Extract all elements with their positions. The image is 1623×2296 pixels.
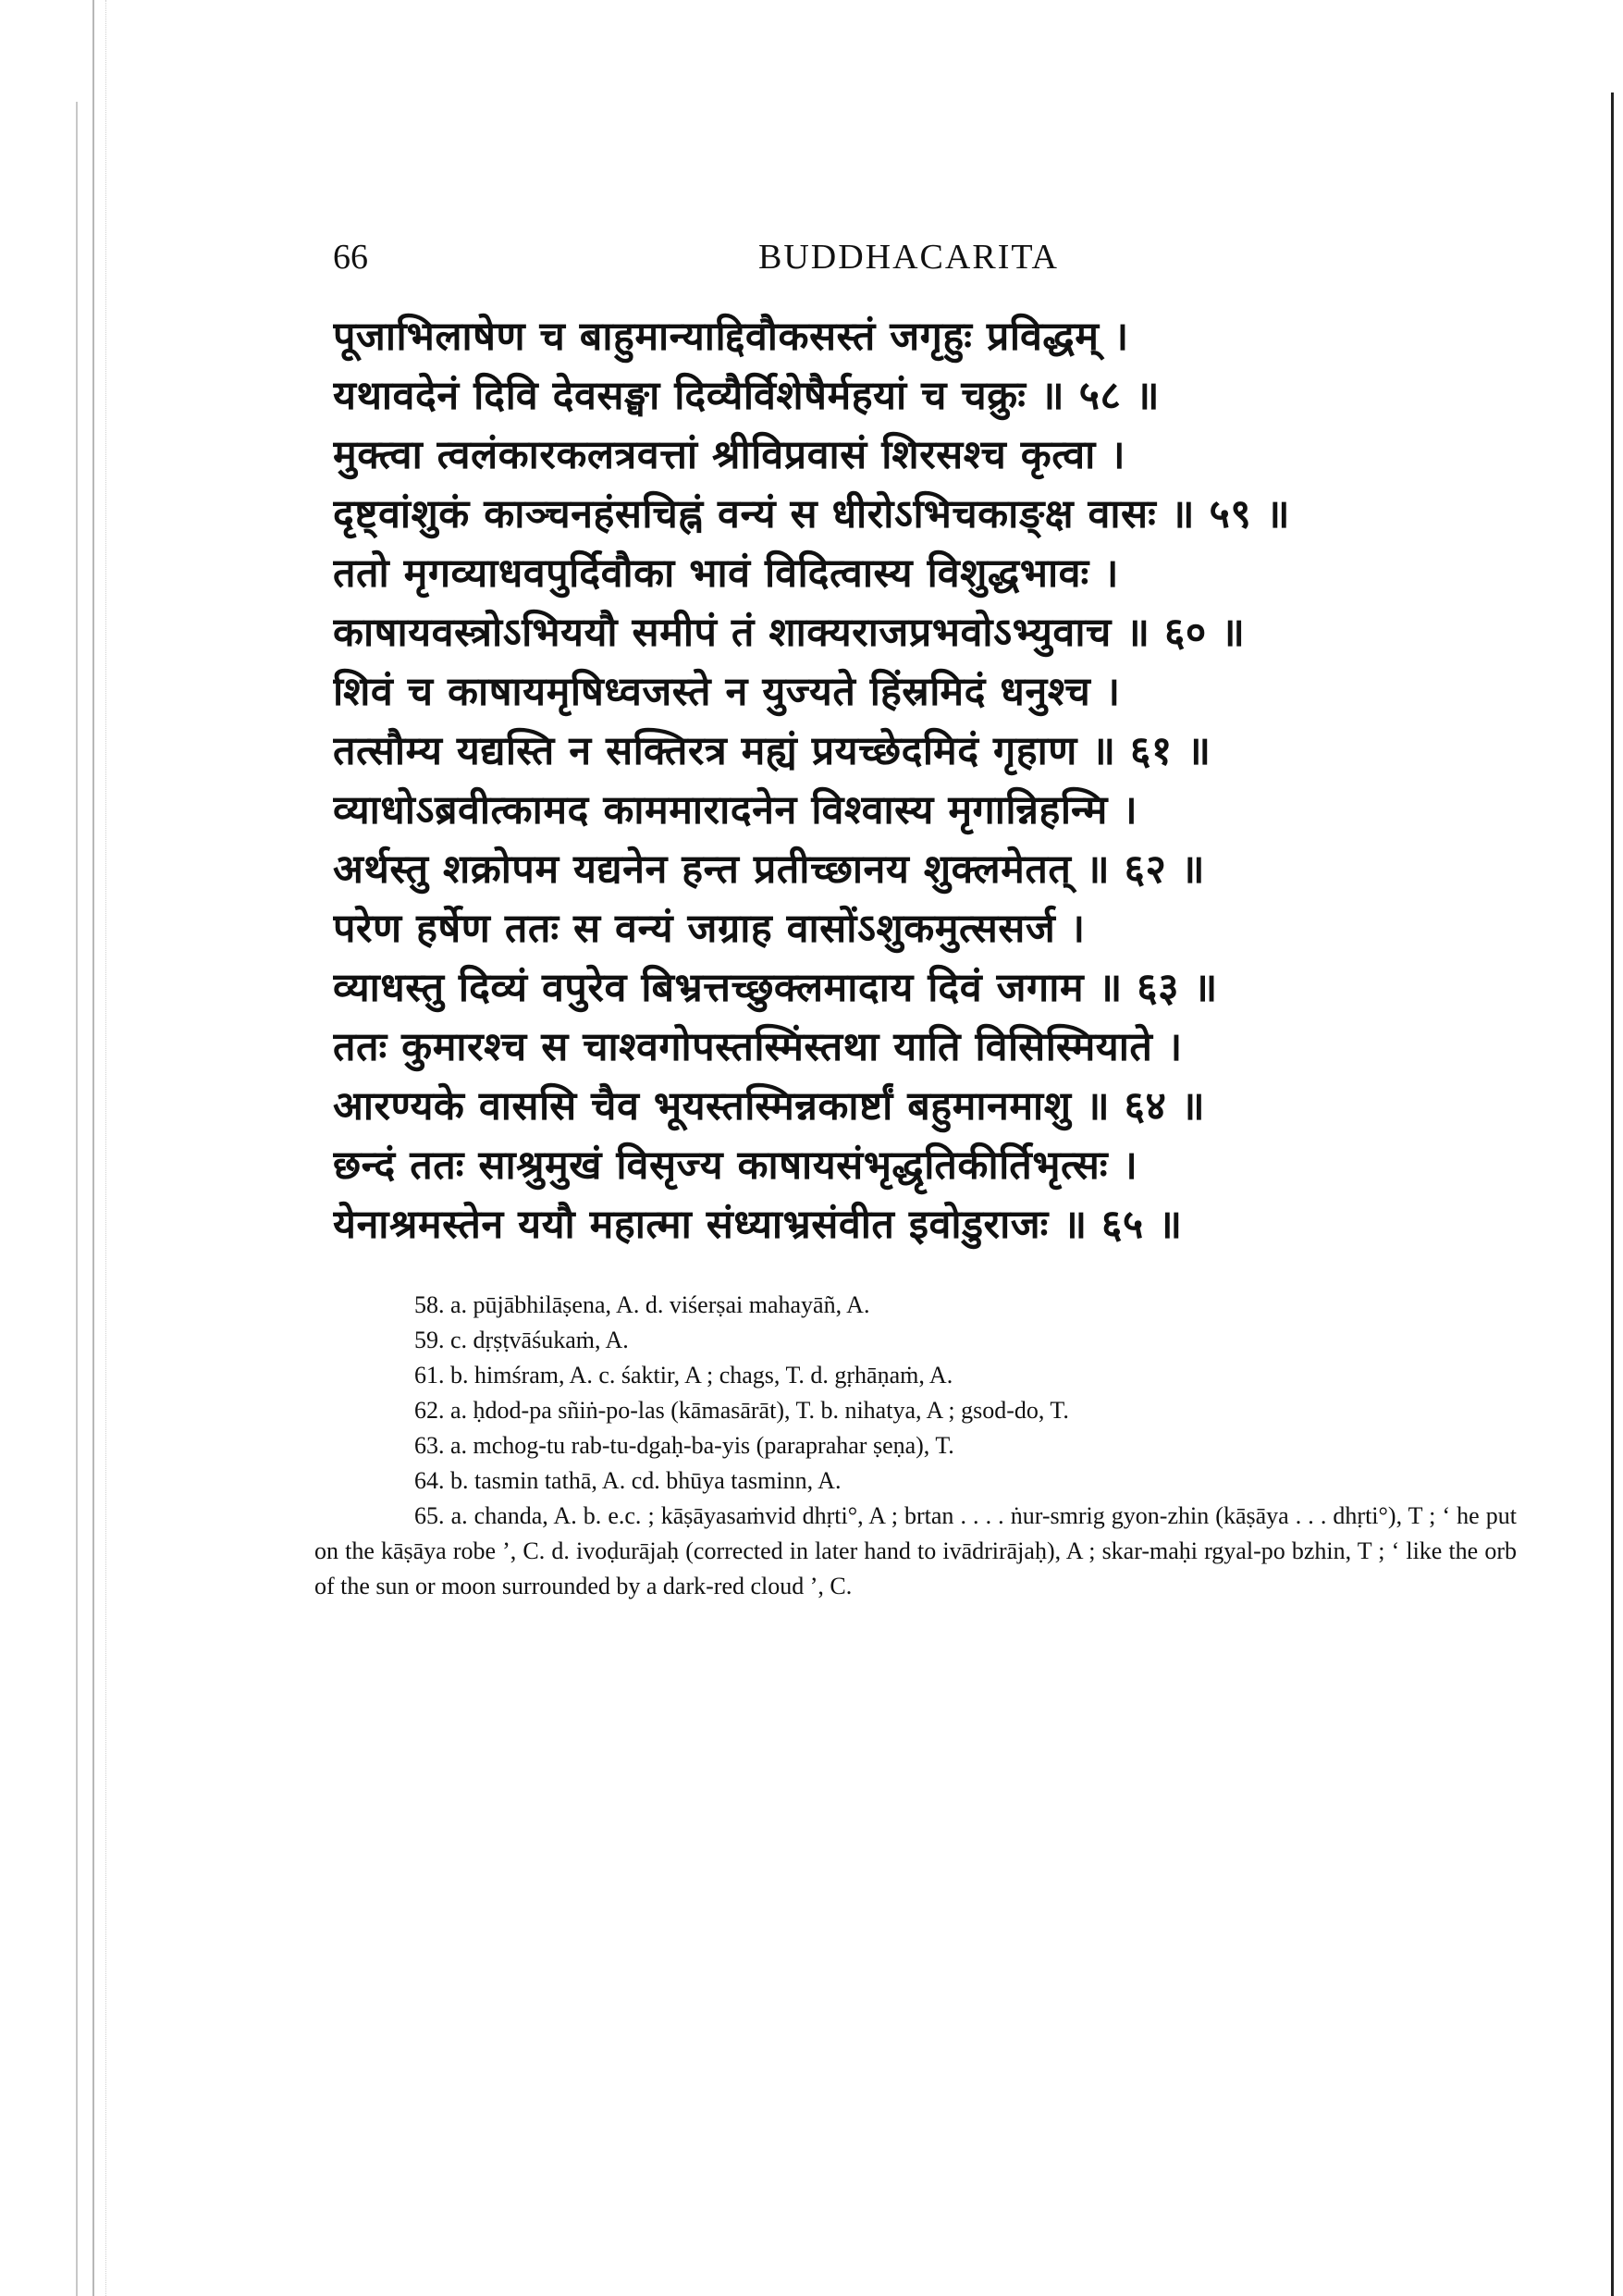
verse-line: काषायवस्त्रोऽभिययौ समीपं तं शाक्यराजप्रभवोऽभ्युवाच ॥ ६० ॥	[333, 610, 1246, 656]
critical-apparatus-notes	[314, 1288, 1517, 1604]
footnote: 61. b. himśram, A. c. śaktir, A ; chags, T. d. gṛhāṇaṁ, A.	[414, 1362, 953, 1389]
verse-line: मुक्त्वा त्वलंकारकलत्रवत्तां श्रीविप्रवासं शिरसश्च कृत्वा ।	[333, 432, 1126, 478]
sanskrit-verses	[333, 307, 1526, 1254]
verse-line: व्याधस्तु दिव्यं वपुरेव बिभ्रत्तच्छुक्लमादाय दिवं जगाम ॥ ६३ ॥	[333, 965, 1218, 1011]
footnote: 58. a. pūjābhilāṣena, A. d. viśerṣai mahayāñ, A.	[414, 1291, 870, 1318]
verse-line: दृष्ट्वांशुकं काञ्चनहंसचिह्नं वन्यं स धीरोऽभिचकाङ्क्ष वासः ॥ ५९ ॥	[333, 491, 1290, 537]
verse-line: येनाश्रमस्तेन ययौ महात्मा संध्याभ्रसंवीत इवोडुराजः ॥ ६५ ॥	[333, 1202, 1183, 1248]
verse-line: परेण हर्षेण ततः स वन्यं जग्राह वासोंऽशुकमुत्ससर्ज ।	[333, 906, 1086, 952]
scan-inner-edge	[76, 102, 78, 2296]
footnote: 64. b. tasmin tathā, A. cd. bhūya tasminn, A.	[414, 1467, 842, 1494]
footnote: 62. a. ḥdod-pa sñiṅ-po-las (kāmasārāt), T. b. nihatya, A ; gsod-do, T.	[414, 1397, 1069, 1424]
verse-line: तत्सौम्य यद्यस्ति न सक्तिरत्र मह्यं प्रयच्छेदमिदं गृहाण ॥ ६१ ॥	[333, 728, 1211, 774]
scan-right-edge	[1611, 93, 1623, 2296]
verse-line: पूजाभिलाषेण च बाहुमान्याद्दिवौकसस्तं जगृहुः प्रविद्धम् ।	[333, 314, 1129, 360]
running-title: BUDDHACARITA	[758, 238, 1059, 277]
verse-line: छन्दं ततः साश्रुमुखं विसृज्य काषायसंभृद्धृतिकीर्तिभृत्सः ।	[333, 1142, 1138, 1189]
verse-line: अर्थस्तु शक्रोपम यद्यनेन हन्त प्रतीच्छानय शुक्लमेतत् ॥ ६२ ॥	[333, 846, 1206, 893]
scan-gutter-edge	[92, 0, 106, 2296]
verse-line: आरण्यके वाससि चैव भूयस्तस्मिन्नकार्ष्टां बहुमानमाशु ॥ ६४ ॥	[333, 1083, 1206, 1129]
footnote: 59. c. dṛṣṭvāśukaṁ, A.	[414, 1327, 629, 1353]
verse-line: शिवं च काषायमृषिध्वजस्ते न युज्यते हिंस्रमिदं धनुश्च ।	[333, 669, 1121, 715]
page-number: 66	[333, 238, 368, 277]
footnote: 65. a. chanda, A. b. e.c. ; kāṣāyasaṁvid dhṛti°, A ; brtan . . . . ṅur-smrig gyon-zhin (kāṣāya . . . dhṛti°), T ; ‘ he put on the kāṣāya robe ’, C. d. ivoḍurājaḥ (corrected in later hand to ivādrirājaḥ), A ; skar-maḥi rgyal-po bzhin, T ; ‘ like the orb of the sun or moon surrounded by a dark-red cloud ’, C.	[314, 1502, 1517, 1599]
book-page	[314, 231, 1544, 1604]
verse-line: यथावदेनं दिवि देवसङ्घा दिव्यैर्विशेषैर्महयां च चक्रुः ॥ ५८ ॥	[333, 373, 1161, 419]
page-header	[314, 231, 1544, 287]
verse-line: ततो मृगव्याधवपुर्दिवौका भावं विदित्वास्य विशुद्धभावः ।	[333, 550, 1119, 597]
footnote: 63. a. mchog-tu rab-tu-dgaḥ-ba-yis (paraprahar ṣeṇa), T.	[414, 1432, 954, 1459]
verse-line: ततः कुमारश्च स चाश्वगोपस्तस्मिंस्तथा याति विसिस्मियाते ।	[333, 1024, 1183, 1070]
verse-line: व्याधोऽब्रवीत्कामद काममारादनेन विश्वास्य मृगान्निहन्मि ।	[333, 787, 1138, 833]
